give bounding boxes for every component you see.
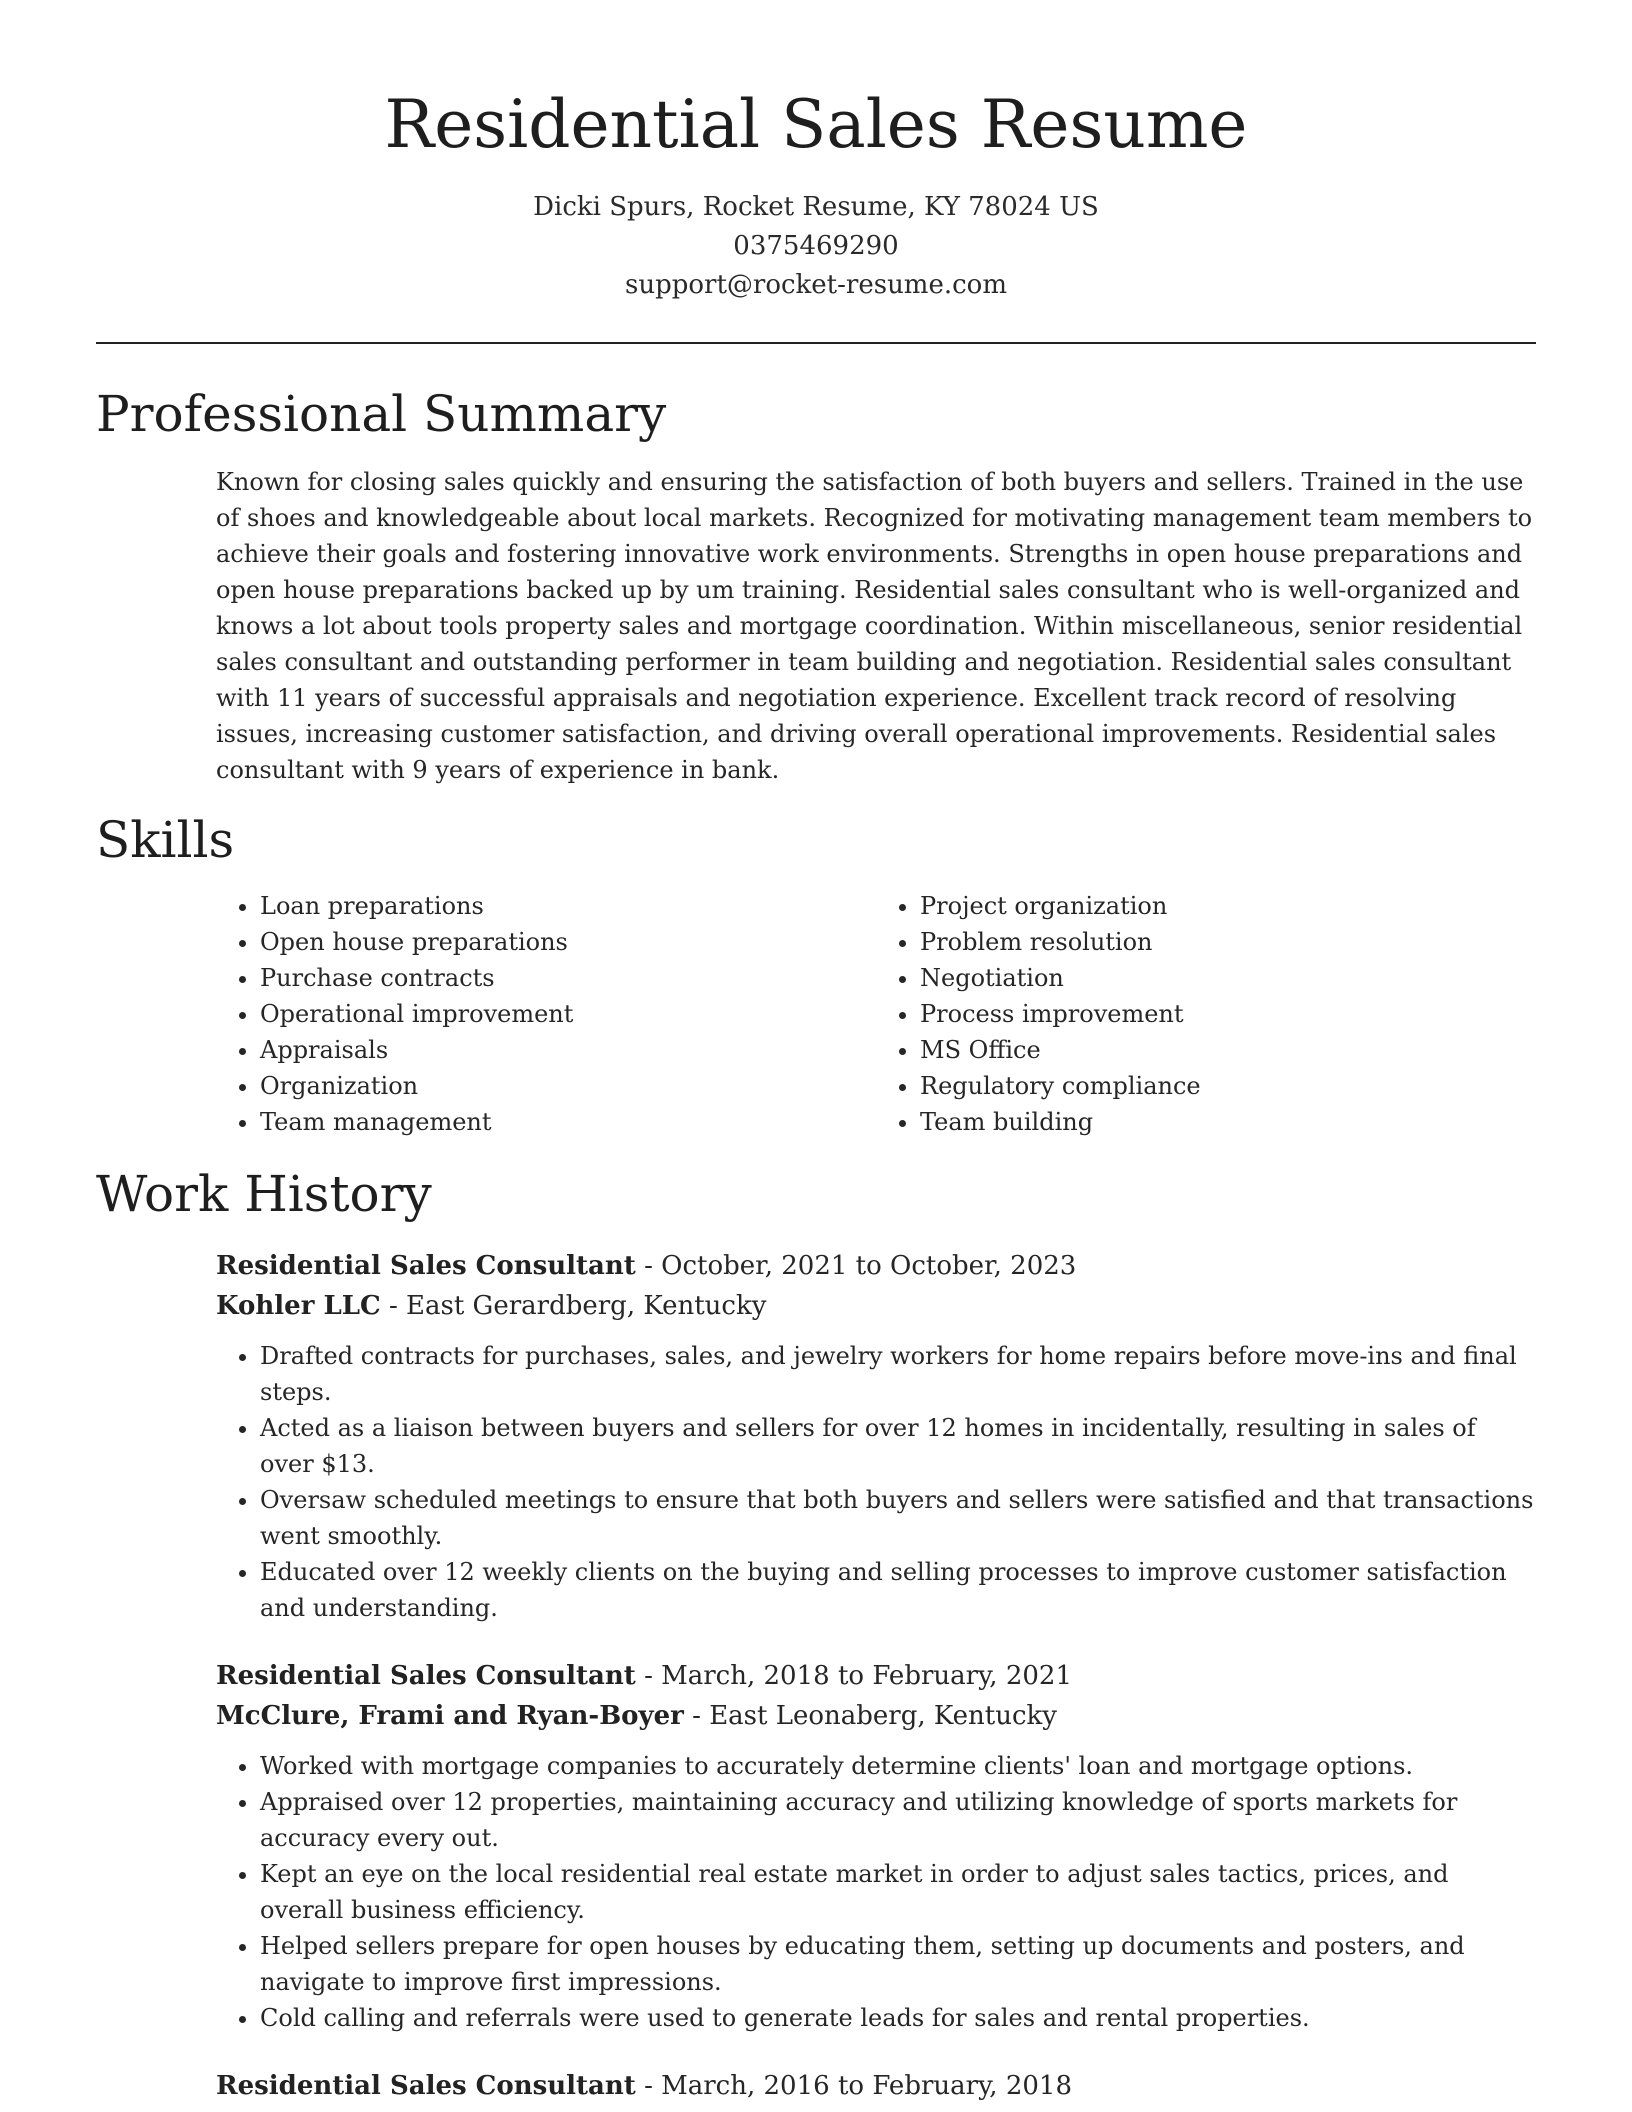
contact-phone: 0375469290: [733, 231, 899, 261]
job-dates: - March, 2018 to February, 2021: [635, 1661, 1072, 1691]
summary-section: [96, 382, 1536, 788]
skill-item: • Team building: [920, 1104, 1536, 1140]
contact-address: Dicki Spurs, Rocket Resume, KY 78024 US: [533, 192, 1099, 222]
job-dates: - October, 2021 to October, 2023: [635, 1251, 1077, 1281]
job-duty: • Cold calling and referrals were used to generate leads for sales and rental properties.: [260, 2000, 1536, 2036]
skills-column-right: [876, 888, 1536, 1140]
job-duty: • Kept an eye on the local residential real estate market in order to adjust sales tactics, prices, and overall business efficiency.: [260, 1856, 1536, 1928]
job-dates: - March, 2016 to February, 2018: [635, 2071, 1072, 2101]
job-title: Residential Sales Consultant: [216, 1251, 636, 1281]
job-duties-list: [216, 1338, 1536, 1626]
job-title: Residential Sales Consultant: [216, 2071, 636, 2101]
skill-item: • Team management: [260, 1104, 876, 1140]
skill-item: • Problem resolution: [920, 924, 1536, 960]
work-history-section: [96, 1162, 1536, 2106]
skills-heading: Skills: [96, 811, 235, 869]
skill-item: • Process improvement: [920, 996, 1536, 1032]
job-duty: • Appraised over 12 properties, maintaining accuracy and utilizing knowledge of sports markets for accuracy every out.: [260, 1784, 1536, 1856]
company-name: McClure, Frami and Ryan-Boyer: [216, 1701, 684, 1731]
summary-heading: Professional Summary: [96, 385, 667, 443]
work-history-heading: Work History: [96, 1165, 432, 1223]
job-duty: • Worked with mortgage companies to accurately determine clients' loan and mortgage options.: [260, 1748, 1536, 1784]
job-duty: • Drafted contracts for purchases, sales, and jewelry workers for home repairs before move-ins and final steps.: [260, 1338, 1536, 1410]
job-entry: [216, 1246, 1536, 1626]
contact-email: support@rocket-resume.com: [624, 270, 1007, 300]
company-location: - East Gerardberg, Kentucky: [380, 1291, 767, 1321]
job-company-line: [216, 1696, 1536, 1736]
job-title-line: [216, 2066, 1536, 2106]
company-location: - East Leonaberg, Kentucky: [683, 1701, 1057, 1731]
job-duty: • Acted as a liaison between buyers and sellers for over 12 homes in incidentally, resulting in sales of over $13.: [260, 1410, 1536, 1482]
job-duty: • Educated over 12 weekly clients on the buying and selling processes to improve customer satisfaction and understanding.: [260, 1554, 1536, 1626]
skill-item: • MS Office: [920, 1032, 1536, 1068]
skill-item: • Organization: [260, 1068, 876, 1104]
job-title-line: [216, 1656, 1536, 1696]
job-entry: [216, 1656, 1536, 2036]
job-duties-list: [216, 1748, 1536, 2036]
job-title-line: [216, 1246, 1536, 1286]
skill-item: • Open house preparations: [260, 924, 876, 960]
skill-item: • Purchase contracts: [260, 960, 876, 996]
job-duty: • Helped sellers prepare for open houses by educating them, setting up documents and posters, and navigate to improve first impressions.: [260, 1928, 1536, 2000]
resume-header: [96, 0, 1536, 305]
skill-item: • Operational improvement: [260, 996, 876, 1032]
skills-section: [96, 808, 1536, 1140]
resume-page: [96, 0, 1536, 2106]
resume-title: Residential Sales Resume: [384, 86, 1248, 163]
skills-column-left: [216, 888, 876, 1140]
skill-item: • Loan preparations: [260, 888, 876, 924]
job-title: Residential Sales Consultant: [216, 1661, 636, 1691]
skill-item: • Project organization: [920, 888, 1536, 924]
company-name: Kohler LLC: [216, 1291, 381, 1321]
skill-item: • Appraisals: [260, 1032, 876, 1068]
skills-grid: [216, 888, 1536, 1140]
job-duty: • Oversaw scheduled meetings to ensure that both buyers and sellers were satisfied and that transactions went smoothly.: [260, 1482, 1536, 1554]
job-company-line: [216, 1286, 1536, 1326]
skill-item: • Negotiation: [920, 960, 1536, 996]
header-divider: [96, 342, 1536, 344]
summary-text: Known for closing sales quickly and ensuring the satisfaction of both buyers and sellers. Trained in the use of shoes and knowledgeable about local markets. Recognized for motivating management team members to achieve their goals and fostering innovative work environments. Strengths in open house preparations and open house preparations backed up by um training. Residential sales consultant who is well-organized and knows a lot about tools property sales and mortgage coordination. Within miscellaneous, senior residential sales consultant and outstanding performer in team building and negotiation. Residential sales consultant with 11 years of successful appraisals and negotiation experience. Excellent track record of resolving issues, increasing customer satisfaction, and driving overall operational improvements. Residential sales consultant with 9 years of experience in bank.: [216, 468, 1533, 784]
skill-item: • Regulatory compliance: [920, 1068, 1536, 1104]
job-entry: [216, 2066, 1536, 2106]
